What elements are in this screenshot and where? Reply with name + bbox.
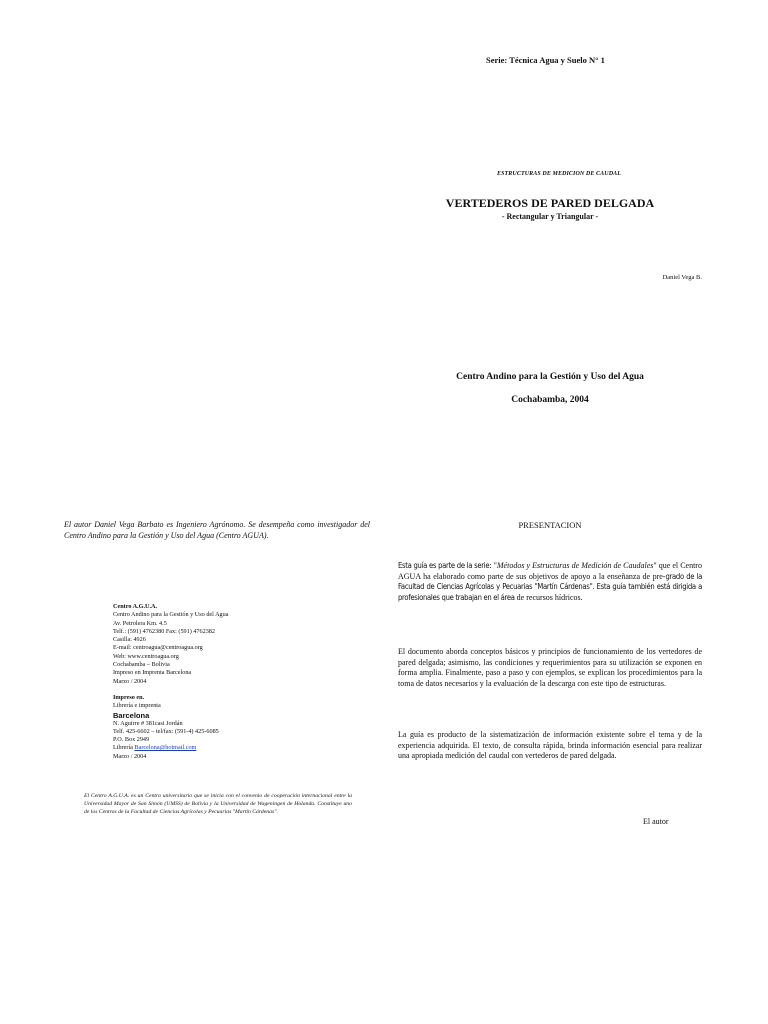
contact-line: Av. Petrolera Km. 4.5 bbox=[113, 619, 167, 627]
contact-line: Centro Andino para la Gestión y Uso del Agua bbox=[113, 611, 229, 619]
presentation-heading: PRESENTACION bbox=[518, 520, 582, 530]
printer-line: N. Aguirre # 381casi Jordán bbox=[113, 719, 183, 727]
contact-line: Telf.: (591) 4762380 Fax: (591) 4762382 bbox=[113, 627, 215, 635]
contact-block bbox=[113, 603, 313, 761]
handwritten-phrase: grado de la Facultad de Ciencias Agrícolas y Pecuarias "Martín Cárdenas". Esta guía también está dirigida a profesionales que trabajan en el área bbox=[398, 571, 702, 602]
institution-name: Centro Andino para la Gestión y Uso del Agua bbox=[456, 372, 644, 382]
centro-note: El Centro A.G.U.A. es un Centro universitario que se inicia con el convenio de cooperación internacional entre la Universidad Mayor de San Simón (UMSS) de Bolivia y la Universidad de Wageningen de Holanda. Constituye uno de los Centros de la Facultad de Ciencias Agrícolas y Pecuarias "Martín Cárdenas". bbox=[84, 793, 352, 815]
printer-email-link[interactable]: Barcelona@hotmail.com bbox=[134, 744, 197, 752]
paragraph-text: " que el Centro AGUA ha elaborado como parte de sus objetivos de apoyo a la enseñanza de pre- bbox=[398, 561, 702, 581]
presentation-paragraph-1 bbox=[398, 561, 702, 603]
series-title: Métodos y Estructuras de Medición de Caudales bbox=[496, 561, 654, 570]
page-title: VERTEDEROS DE PARED DELGADA bbox=[445, 196, 655, 210]
printer-shop-line bbox=[113, 744, 313, 752]
contact-line: Marzo / 2004 bbox=[113, 677, 147, 685]
contact-line: Cochabamba – Bolivia bbox=[113, 661, 170, 669]
printer-date: Marzo / 2004 bbox=[113, 752, 147, 760]
presentation-paragraph-2: El documento aborda conceptos básicos y principios de funcionamiento de los vertedores de pared delgada; asimismo, las condiciones y requerimientos para su utilización se exponen en forma amplia. Finalmente, paso a paso y con ejemplos, se explican los procedimientos para la toma de datos necesarios y la evaluación de la descarga con este tipo de estructuras. bbox=[398, 647, 702, 688]
contact-heading: Centro A.G.U.A. bbox=[113, 603, 158, 610]
printer-heading: Impreso en. bbox=[113, 693, 145, 701]
series-label: Serie: Técnica Agua y Suelo N° 1 bbox=[486, 55, 605, 65]
presentation-paragraph-3: La guía es producto de la sistematización de información existente sobre el tema y de la experiencia adquirida. El texto, de consulta rápida, brinda información esencial para realizar una apropiada medición del caudal con vertederos de pared delgada. bbox=[398, 730, 702, 760]
paragraph-text: de recursos hídricos. bbox=[514, 592, 583, 602]
page-subtitle: - Rectangular y Triangular - bbox=[501, 212, 599, 221]
handwritten-phrase: Esta guía es parte de la serie bbox=[398, 561, 490, 570]
city-year: Cochabamba, 2004 bbox=[511, 395, 589, 405]
paragraph-text: : " bbox=[489, 561, 497, 570]
printer-line: Telf. 425-6602 – tel/fax: (591-4) 425-6085 bbox=[113, 727, 219, 735]
printer-shop-prefix: Librería bbox=[113, 744, 135, 752]
author-name: Daniel Vega B. bbox=[662, 274, 702, 281]
contact-line: E-mail: centroagua@centroagua.org bbox=[113, 644, 203, 652]
contact-line: Casilla: 4926 bbox=[113, 636, 146, 644]
signature: El autor bbox=[643, 817, 669, 826]
printer-type: Librería e imprenta bbox=[113, 702, 161, 710]
contact-line: Web: www.centroagua.org bbox=[113, 652, 179, 660]
author-bio: El autor Daniel Vega Barbato es Ingeniero Agrónomo. Se desempeña como investigador del Centro Andino para la Gestión y Uso del Agua (Centro AGUA). bbox=[64, 520, 370, 540]
section-label: ESTRUCTURAS DE MEDICION DE CAUDAL bbox=[497, 171, 621, 177]
printer-name: Barcelona bbox=[113, 710, 150, 720]
contact-line: Impreso en Imprenta Barcelona bbox=[113, 669, 192, 677]
printer-line: P.O. Box 2949 bbox=[113, 736, 150, 744]
